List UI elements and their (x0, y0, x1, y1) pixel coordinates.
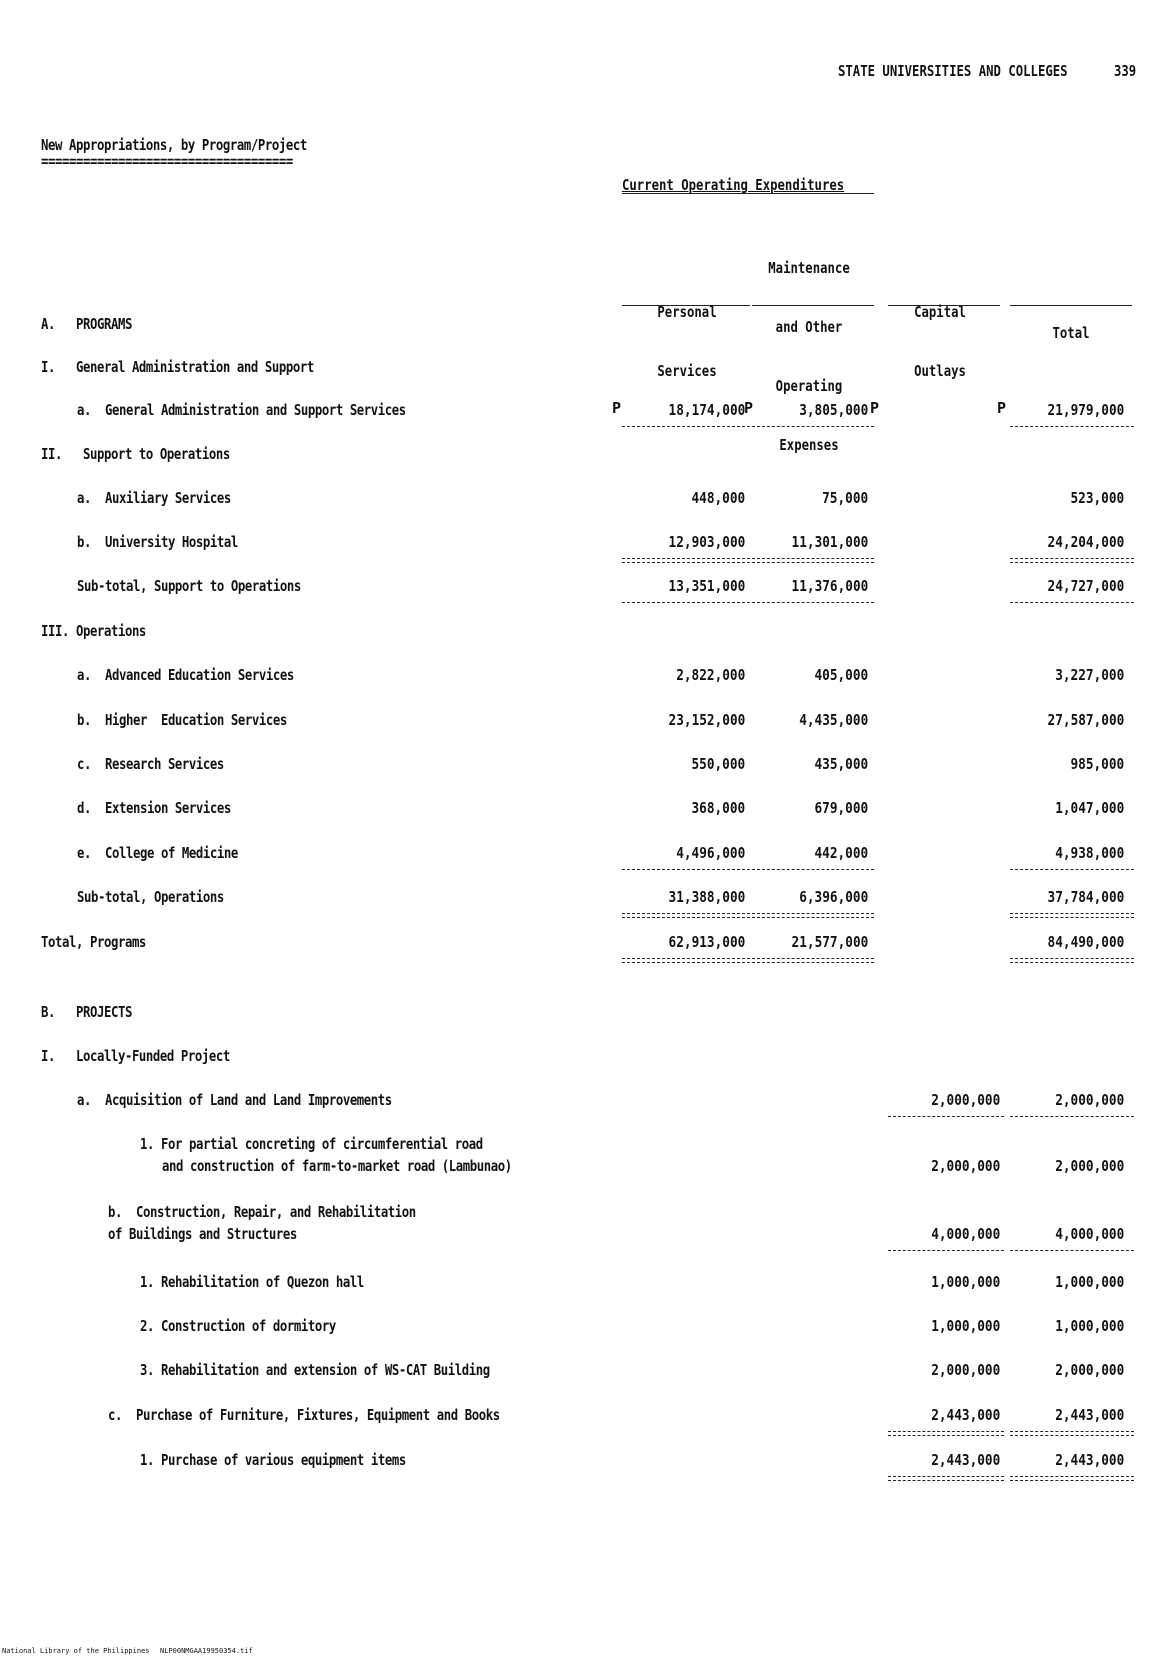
header-rule-co (888, 305, 1000, 306)
cell-co: 2,000,000 (930, 1361, 1000, 1379)
cell-total: 523,000 (1070, 489, 1124, 507)
cell-total: 4,000,000 (1054, 1225, 1124, 1243)
double-rule (1010, 1435, 1134, 1436)
header-rule-ps (622, 305, 750, 306)
peso-sign-total: P (997, 399, 1007, 417)
cell-ps: 2,822,000 (675, 666, 745, 684)
cell-ps: 18,174,000 (668, 401, 745, 419)
cell-total: 27,587,000 (1047, 711, 1124, 729)
row-label: b. University Hospital (77, 533, 238, 551)
row-label: 2. Construction of dormitory (140, 1317, 336, 1335)
cell-total: 4,938,000 (1054, 844, 1124, 862)
double-rule (888, 1435, 1004, 1436)
column-group-heading: Current Operating Expenditures (622, 176, 845, 194)
subtotal-rule (752, 869, 874, 870)
cell-mooe: 6,396,000 (798, 888, 868, 906)
row-label: Total, Programs (41, 933, 146, 951)
subtotal-rule (1010, 426, 1134, 427)
subtotal-rule (752, 958, 874, 959)
cell-total: 24,727,000 (1047, 577, 1124, 595)
row-label: I. Locally-Funded Project (41, 1047, 230, 1065)
double-rule (752, 562, 874, 563)
cell-ps: 12,903,000 (668, 533, 745, 551)
double-rule (1010, 962, 1134, 963)
column-group-rule (622, 193, 874, 194)
row-label: B. PROJECTS (41, 1003, 132, 1021)
section-title: New Appropriations, by Program/Project (41, 136, 307, 154)
subtotal-rule (888, 1116, 1004, 1117)
cell-ps: 448,000 (691, 489, 745, 507)
subtotal-rule (1010, 913, 1134, 914)
cell-mooe: 442,000 (814, 844, 868, 862)
subtotal-rule (622, 869, 750, 870)
double-rule (1010, 1480, 1134, 1481)
cell-ps: 13,351,000 (668, 577, 745, 595)
column-personal-line2: Services (657, 362, 717, 380)
cell-total: 1,000,000 (1054, 1273, 1124, 1291)
double-rule (888, 1480, 1004, 1481)
section-title-underline: ==================================== (41, 152, 293, 170)
subtotal-rule (622, 913, 750, 914)
row-label: Sub-total, Operations (77, 888, 224, 906)
footer-library: National Library of the Philippines (2, 1647, 150, 1655)
cell-co: 1,000,000 (930, 1273, 1000, 1291)
subtotal-rule (1010, 558, 1134, 559)
column-mooe-line1: Maintenance (768, 259, 850, 277)
cell-mooe: 3,805,000 (798, 401, 868, 419)
column-capital-line1: Capital (914, 303, 966, 321)
cell-ps: 23,152,000 (668, 711, 745, 729)
cell-mooe: 11,376,000 (791, 577, 868, 595)
column-personal-line1: Personal (657, 303, 717, 321)
cell-ps: 31,388,000 (668, 888, 745, 906)
column-personal-services (622, 264, 752, 401)
peso-sign-co: P (870, 399, 880, 417)
row-label: 3. Rehabilitation and extension of WS-CAT Building (140, 1361, 490, 1379)
peso-sign-mooe: P (744, 399, 754, 417)
subtotal-rule (888, 1476, 1004, 1477)
row-label: III. Operations (41, 622, 146, 640)
cell-mooe: 75,000 (821, 489, 868, 507)
subtotal-rule (622, 558, 750, 559)
cell-co: 1,000,000 (930, 1317, 1000, 1335)
cell-total: 37,784,000 (1047, 888, 1124, 906)
double-rule (622, 962, 750, 963)
cell-total: 21,979,000 (1047, 401, 1124, 419)
row-label: b. Higher Education Services (77, 711, 287, 729)
running-title: STATE UNIVERSITIES AND COLLEGES (838, 62, 1068, 80)
row-label-line2: and construction of farm-to-market road (Lambunao) (162, 1157, 512, 1175)
cell-mooe: 21,577,000 (791, 933, 868, 951)
row-label: e. College of Medicine (77, 844, 238, 862)
cell-ps: 62,913,000 (668, 933, 745, 951)
row-label: b. Construction, Repair, and Rehabilitation (108, 1203, 416, 1221)
row-label-line2: of Buildings and Structures (108, 1225, 297, 1243)
cell-total: 3,227,000 (1054, 666, 1124, 684)
cell-co: 2,443,000 (930, 1451, 1000, 1469)
subtotal-rule (752, 602, 874, 603)
column-capital-outlays (880, 264, 1000, 401)
cell-total: 2,000,000 (1054, 1091, 1124, 1109)
row-label: A. PROGRAMS (41, 315, 132, 333)
row-label: c. Purchase of Furniture, Fixtures, Equipment and Books (108, 1406, 500, 1424)
subtotal-rule (622, 426, 750, 427)
subtotal-rule (1010, 1431, 1134, 1432)
cell-mooe: 4,435,000 (798, 711, 868, 729)
header-rule-total (1010, 305, 1132, 306)
page-number: 339 (1114, 62, 1137, 80)
cell-mooe: 435,000 (814, 755, 868, 773)
cell-ps: 4,496,000 (675, 844, 745, 862)
row-label: a. General Administration and Support Services (77, 401, 406, 419)
subtotal-rule (752, 426, 874, 427)
row-label: I. General Administration and Support (41, 358, 314, 376)
cell-ps: 550,000 (691, 755, 745, 773)
peso-sign-ps: P (612, 399, 622, 417)
row-label: II. Support to Operations (41, 445, 230, 463)
cell-mooe: 405,000 (814, 666, 868, 684)
double-rule (622, 917, 750, 918)
footer-file: NLP00NMGAA19950354.tif (160, 1647, 253, 1655)
cell-total: 84,490,000 (1047, 933, 1124, 951)
header-rule-mooe (752, 305, 874, 306)
row-label: d. Extension Services (77, 799, 231, 817)
subtotal-rule (622, 958, 750, 959)
column-mooe-line3: Operating (775, 377, 843, 395)
cell-mooe: 11,301,000 (791, 533, 868, 551)
cell-co: 2,000,000 (930, 1091, 1000, 1109)
column-capital-line2: Outlays (914, 362, 966, 380)
column-total-label: Total (1052, 324, 1090, 342)
double-rule (752, 962, 874, 963)
cell-ps: 368,000 (691, 799, 745, 817)
cell-total: 2,443,000 (1054, 1451, 1124, 1469)
cell-total: 24,204,000 (1047, 533, 1124, 551)
cell-mooe: 679,000 (814, 799, 868, 817)
column-mooe-line2: and Other (775, 318, 843, 336)
subtotal-rule (622, 602, 750, 603)
cell-total: 2,443,000 (1054, 1406, 1124, 1424)
row-label: 1. Purchase of various equipment items (140, 1451, 406, 1469)
cell-co: 4,000,000 (930, 1225, 1000, 1243)
row-label: 1. For partial concreting of circumferential road (140, 1135, 483, 1153)
subtotal-rule (1010, 958, 1134, 959)
subtotal-rule (752, 558, 874, 559)
subtotal-rule (1010, 1250, 1134, 1251)
row-label: 1. Rehabilitation of Quezon hall (140, 1273, 364, 1291)
column-total (1010, 285, 1132, 363)
row-label: a. Auxiliary Services (77, 489, 231, 507)
cell-total: 1,047,000 (1054, 799, 1124, 817)
row-label: c. Research Services (77, 755, 224, 773)
subtotal-rule (1010, 1116, 1134, 1117)
double-rule (752, 917, 874, 918)
subtotal-rule (752, 913, 874, 914)
column-mooe (748, 220, 870, 475)
double-rule (622, 562, 750, 563)
column-mooe-line4: Expenses (779, 436, 839, 454)
cell-co: 2,443,000 (930, 1406, 1000, 1424)
row-label: a. Acquisition of Land and Land Improvements (77, 1091, 392, 1109)
cell-total: 1,000,000 (1054, 1317, 1124, 1335)
subtotal-rule (888, 1250, 1004, 1251)
cell-co: 2,000,000 (930, 1157, 1000, 1175)
cell-total: 2,000,000 (1054, 1157, 1124, 1175)
subtotal-rule (1010, 869, 1134, 870)
cell-total: 2,000,000 (1054, 1361, 1124, 1379)
row-label: a. Advanced Education Services (77, 666, 294, 684)
cell-total: 985,000 (1070, 755, 1124, 773)
subtotal-rule (888, 1431, 1004, 1432)
double-rule (1010, 562, 1134, 563)
double-rule (1010, 917, 1134, 918)
row-label: Sub-total, Support to Operations (77, 577, 301, 595)
subtotal-rule (1010, 602, 1134, 603)
subtotal-rule (1010, 1476, 1134, 1477)
